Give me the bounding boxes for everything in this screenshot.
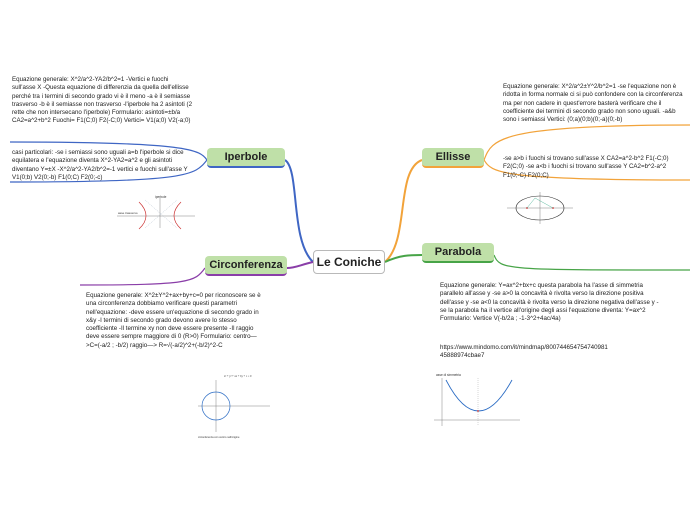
note-text: -se a>b i fuochi si trovano sull'asse X CA2=a^2-b^2 F1(-C;0) F2(C;0) -se a<b i fuochi si trovano sull'asse Y CA2=b^2-a^2 F1(0;-C) F2(0;C) [503, 155, 669, 179]
central-topic[interactable]: Le Coniche [313, 250, 385, 274]
circle-image [196, 370, 274, 440]
parabola-image [432, 370, 522, 428]
note-text: casi particolari: -se i semiassi sono uguali a=b l'iperbole si dice equilatera e l'equazione diventa X^2-YA2=a^2 e gli asintoti diventano Y=±X -X^2/a^2-YA2/b^2=-1 vertici e fuochi sull'asse Y V1(0;b) V2(0;-b) F1(0;C) F2(0;-c) [12, 149, 188, 181]
note-circonferenza-equation[interactable] [86, 292, 268, 350]
link-iperbole [285, 160, 313, 262]
link-parabola-note [494, 255, 690, 270]
note-parabola-link[interactable] [440, 344, 610, 361]
circle-equation: x² + y² + ax + by + c = 0 [224, 375, 252, 378]
link-ellisse [385, 160, 422, 262]
note-ellisse-equation[interactable] [503, 83, 683, 124]
note-text: Equazione generale: X^2/a^2±Y^2/b^2=1 -se l'equazione non è ridotta in forma normale ci si può confondere con la circonferenza ma per non cadere in quest'errore basterà verificare che il coefficiente dei termini di secondo grado non sono uguali. -a&b sono i semiassi Vertici: (0;a)(0;b)(0;-a)(0;-b) [503, 83, 683, 124]
hyperbola-image [115, 192, 197, 230]
link-url[interactable]: https://www.mindomo.com/it/mindmap/80074465475474098145888974cbae7 [440, 344, 608, 360]
note-parabola-equation[interactable] [440, 282, 662, 323]
topic-ellisse[interactable]: Ellisse [422, 148, 484, 168]
ellipse-image [505, 190, 575, 226]
note-ellisse-foci[interactable] [503, 155, 683, 180]
note-text: Equazione generale: X^2±Y^2+ax+by+c=0 per riconoscere se è una circonferenza dobbiamo verificare questi parametri nell'equazione: -deve essere un'equazione di secondo grado in x&y -I termini di secondo grado devono avere lo stesso coefficiente -Il termine xy non deve essere presente -Il raggio deve essere sempre maggiore di 0 (R>0) Formulario: centro—>C=(-a/2 ; -b/2) raggio—> R=√(-a/2)^2+(-b/2)^2-C [86, 292, 261, 349]
link-circ-note [80, 268, 205, 285]
topic-parabola[interactable]: Parabola [422, 243, 494, 263]
topic-iperbole[interactable]: Iperbole [207, 148, 285, 168]
parabola-image-title: asse di simmetria [436, 373, 461, 377]
note-text: Equazione generale: Y=ax^2+bx+c questa parabola ha l'asse di simmetria parallelo all'asse y -se a>0 la concavità è rivolta verso la direzione positiva dell'asse y -se a<0 la concavità è rivolta verso la direzione negativa dell'asse y -se la parabola ha il vertice all'origine degli assi l'equazione diventa: Y=ax^2 Formulario: Vertice V(-b/2a ; -1-3^2+4ac/4a) [440, 282, 659, 323]
note-iperbole-special-cases[interactable] [12, 149, 192, 182]
hyperbola-axis-label: asse trasverso [118, 211, 138, 215]
note-iperbole-equation[interactable] [12, 76, 192, 126]
topic-circonferenza[interactable]: Circonferenza [205, 256, 287, 276]
hyperbola-image-title: iperbole [155, 195, 167, 199]
circle-caption: circonferenza con centro nell'origine [198, 436, 240, 439]
note-text: Equazione generale: X^2/a^2-YA2/b^2=1 -Vertici e fuochi sull'asse X -Questa equazione di differenzia da quella dell'ellisse perché tra i termini di secondo grado vi è il meno -a è il semiasse trasverso -b è il semiasse non trasverso -l'iperbole ha 2 asintoti (2 rette che non intersecano l'iperbole) Formulario: asintoti=±b/a CA2=a^2+b^2 Fuochi= F1(C;0) F2(-C;0) Vertici= V1(a;0) V2(-a;0) [12, 76, 193, 125]
link-circonferenza [287, 262, 313, 268]
